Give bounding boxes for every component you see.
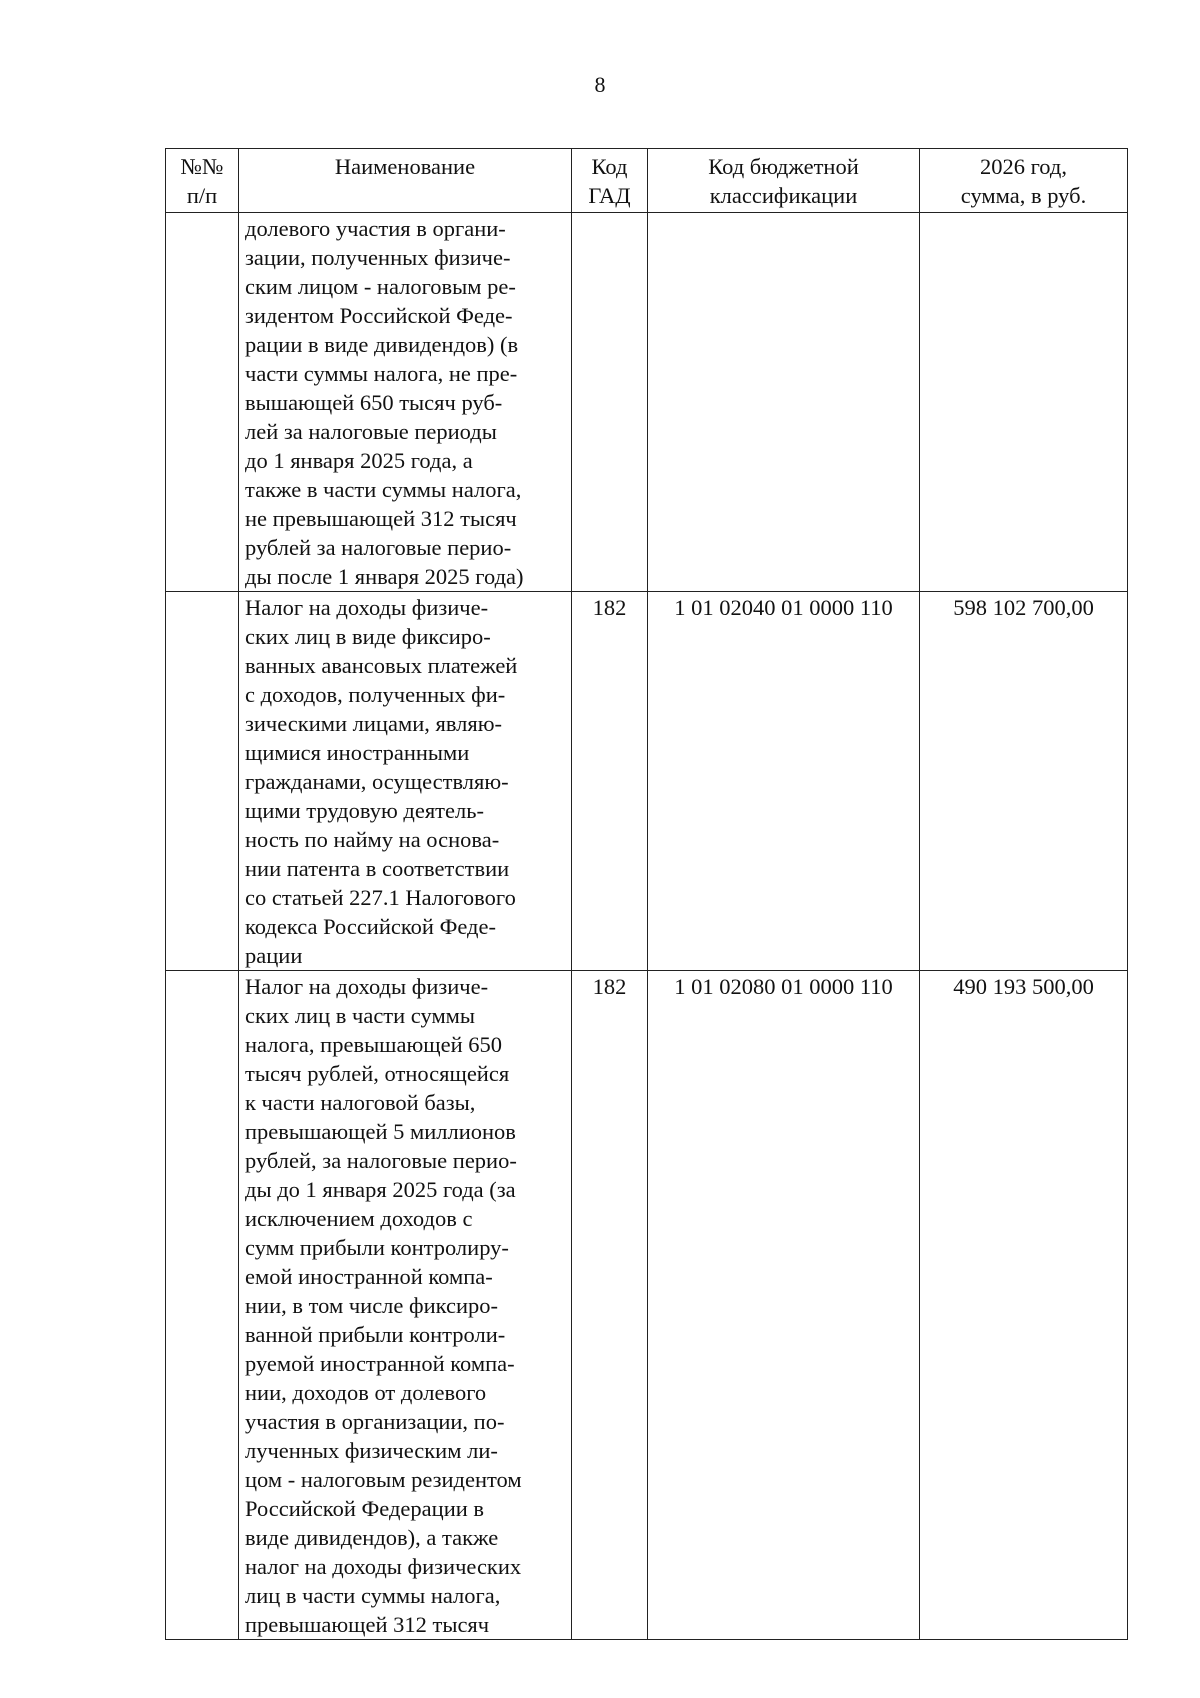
amount-cell: 598 102 700,00: [920, 592, 1128, 971]
name-cell: Налог на доходы физиче- ских лиц в виде фиксиро- ванных авансовых платежей с доходов, полученных фи- зическими лицами, являю- щимися иностранными гражданами, осуществляю- щими трудовую деятель- ность по найму на основа- нии патента в соответствии со статьей 227.1 Налогового кодекса Российской Феде- рации: [239, 592, 572, 971]
gad-code-cell: 182: [572, 971, 648, 1640]
row-number-cell: [166, 213, 239, 592]
amount-cell: 490 193 500,00: [920, 971, 1128, 1640]
header-budget-classification-code: Код бюджетной классификации: [648, 149, 920, 213]
table-header-row: [166, 149, 1128, 213]
table-row: [166, 213, 1128, 592]
page-number: 8: [594, 72, 606, 97]
budget-code-cell: 1 01 02080 01 0000 110: [648, 971, 920, 1640]
budget-code-cell: 1 01 02040 01 0000 110: [648, 592, 920, 971]
row-number-cell: [166, 592, 239, 971]
budget-code-cell: [648, 213, 920, 592]
row-number-cell: [166, 971, 239, 1640]
table-row: [166, 971, 1128, 1640]
budget-revenue-table: [165, 148, 1128, 1640]
gad-code-cell: [572, 213, 648, 592]
header-row-number: №№ п/п: [166, 149, 239, 213]
header-amount-2026: 2026 год, сумма, в руб.: [920, 149, 1128, 213]
name-cell: долевого участия в органи- зации, полученных физиче- ским лицом - налоговым ре- зидентом Российской Феде- рации в виде дивидендов) (в части суммы налога, не пре- вышающей 650 тысяч руб- лей за налоговые периоды до 1 января 2025 года, а также в части суммы налога, не превышающей 312 тысяч рублей за налоговые перио- ды после 1 января 2025 года): [239, 213, 572, 592]
amount-cell: [920, 213, 1128, 592]
table-row: [166, 592, 1128, 971]
gad-code-cell: 182: [572, 592, 648, 971]
header-gad-code: Код ГАД: [572, 149, 648, 213]
name-cell: Налог на доходы физиче- ских лиц в части суммы налога, превышающей 650 тысяч рублей, относящейся к части налоговой базы, превышающей 5 миллионов рублей, за налоговые перио- ды до 1 января 2025 года (за исключением доходов с сумм прибыли контролиру- емой иностранной компа- нии, в том числе фиксиро- ванной прибыли контроли- руемой иностранной компа- нии, доходов от долевого участия в организации, по- лученных физическим ли- цом - налоговым резидентом Российской Федерации в виде дивидендов), а также налог на доходы физических лиц в части суммы налога, превышающей 312 тысяч: [239, 971, 572, 1640]
header-name: Наименование: [239, 149, 572, 213]
